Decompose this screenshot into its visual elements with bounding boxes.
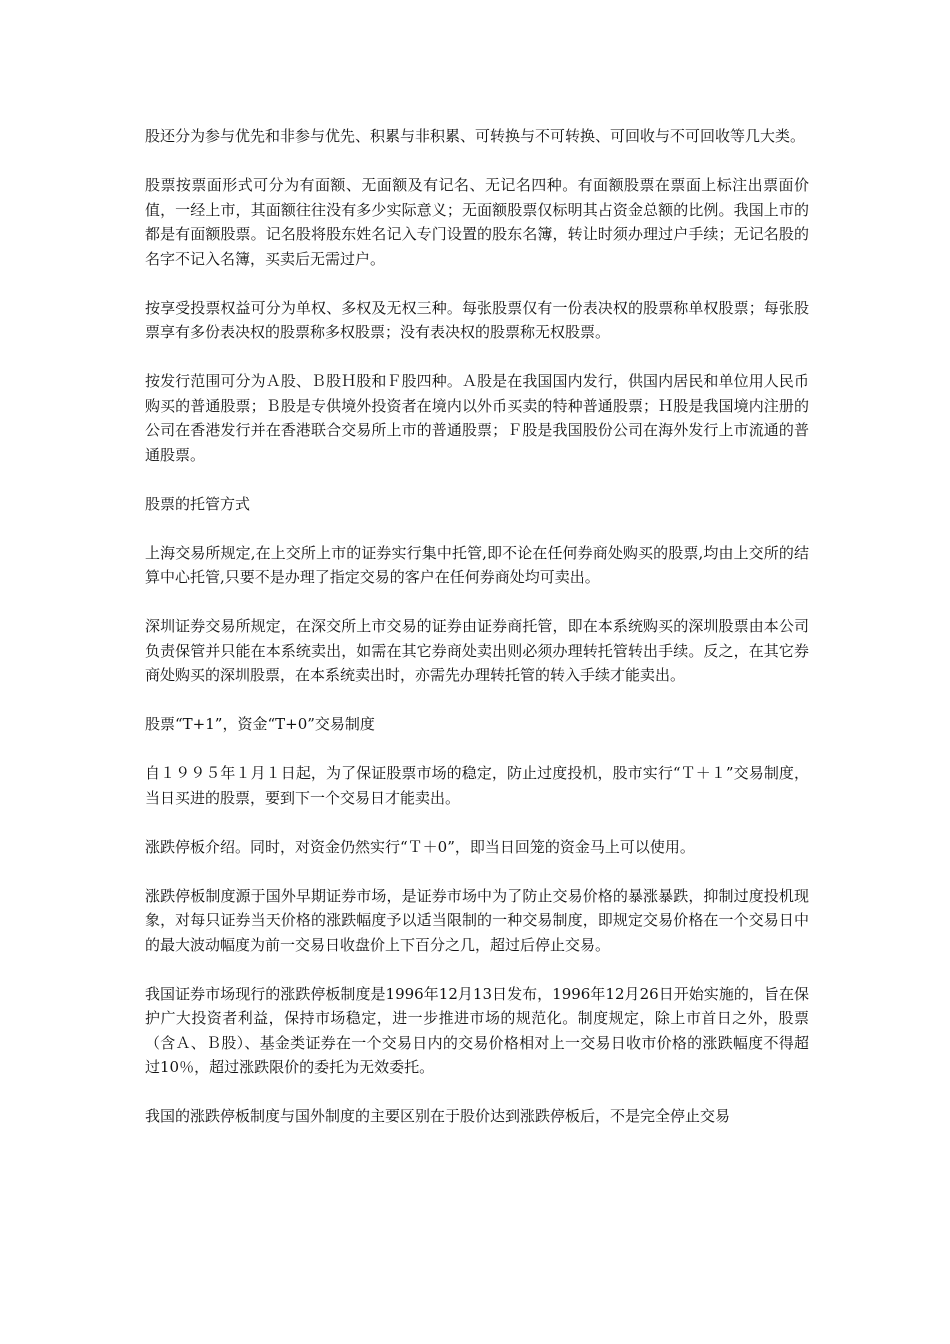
paragraph-face-form: 股票按票面形式可分为有面额、无面额及有记名、无记名四种。有面额股票在票面上标注出票面价值，一经上市，其面额往往没有多少实际意义；无面额股票仅标明其占资金总额的比例。我国上市的都是有面额股票。记名股将股东姓名记入专门设置的股东名簿，转让时须办理过户手续；无记名股的名字不记入名簿，买卖后无需过户。: [145, 176, 809, 268]
paragraph-limit-intro: 涨跌停板介绍。同时，对资金仍然实行“Ｔ＋0”，即当日回笼的资金马上可以使用。: [145, 837, 695, 856]
paragraph-limit-origin: 涨跌停板制度源于国外早期证券市场，是证券市场中为了防止交易价格的暴涨暴跌，抑制过度投机现象，对每只证券当天价格的涨跌幅度予以适当限制的一种交易制度，即规定交易价格在一个交易日中的最大波动幅度为前一交易日收盘价上下百分之几，超过后停止交易。: [145, 886, 809, 954]
document-body: [145, 124, 809, 1153]
paragraph-issue-scope: 按发行范围可分为Ａ股、Ｂ股Ｈ股和Ｆ股四种。Ａ股是在我国国内发行，供国内居民和单位用人民币购买的普通股票；Ｂ股是专供境外投资者在境内以外币买卖的特种普通股票；Ｈ股是我国境内注册的公司在香港发行并在香港联合交易所上市的普通股票；Ｆ股是我国股份公司在海外发行上市流通的普通股票。: [145, 372, 809, 464]
paragraph-preferred-stock-types: 股还分为参与优先和非参与优先、积累与非积累、可转换与不可转换、可回收与不可回收等几大类。: [145, 127, 806, 145]
paragraph-limit-difference: 我国的涨跌停板制度与国外制度的主要区别在于股价达到涨跌停板后，不是完全停止交易: [145, 1107, 731, 1125]
paragraph-shenzhen-custody: 深圳证券交易所规定，在深交所上市交易的证券由证券商托管，即在本系统购买的深圳股票由本公司负责保管并只能在本系统卖出，如需在其它券商处卖出则必须办理转托管转出手续。反之，在其它券商处购买的深圳股票，在本系统卖出时，亦需先办理转托管的转入手续才能卖出。: [145, 617, 809, 684]
section-heading-custody: 股票的托管方式: [145, 494, 251, 513]
paragraph-t1-rule: 自１９９５年１月１日起，为了保证股票市场的稳定，防止过度投机，股市实行“Ｔ＋１”交易制度，当日买进的股票，要到下一个交易日才能卖出。: [145, 764, 809, 807]
paragraph-shanghai-custody: 上海交易所规定,在上交所上市的证券实行集中托管,即不论在任何券商处购买的股票,均由上交所的结算中心托管,只要不是办理了指定交易的客户在任何券商处均可卖出。: [145, 543, 809, 586]
paragraph-limit-china: 我国证券市场现行的涨跌停板制度是1996年12月13日发布，1996年12月26日开始实施的，旨在保护广大投资者利益，保持市场稳定，进一步推进市场的规范化。制度规定，除上市首日之外，股票（含Ａ、Ｂ股）、基金类证券在一个交易日内的交易价格相对上一交易日收市价格的涨跌幅度不得超过10％，超过涨跌限价的委托为无效委托。: [145, 984, 809, 1076]
section-heading-t1-t0: 股票“T+1”，资金“T+0”交易制度: [145, 715, 375, 733]
paragraph-voting-rights: 按享受投票权益可分为单权、多权及无权三种。每张股票仅有一份表决权的股票称单权股票；每张股票享有多份表决权的股票称多权股票；没有表决权的股票称无权股票。: [145, 298, 809, 341]
